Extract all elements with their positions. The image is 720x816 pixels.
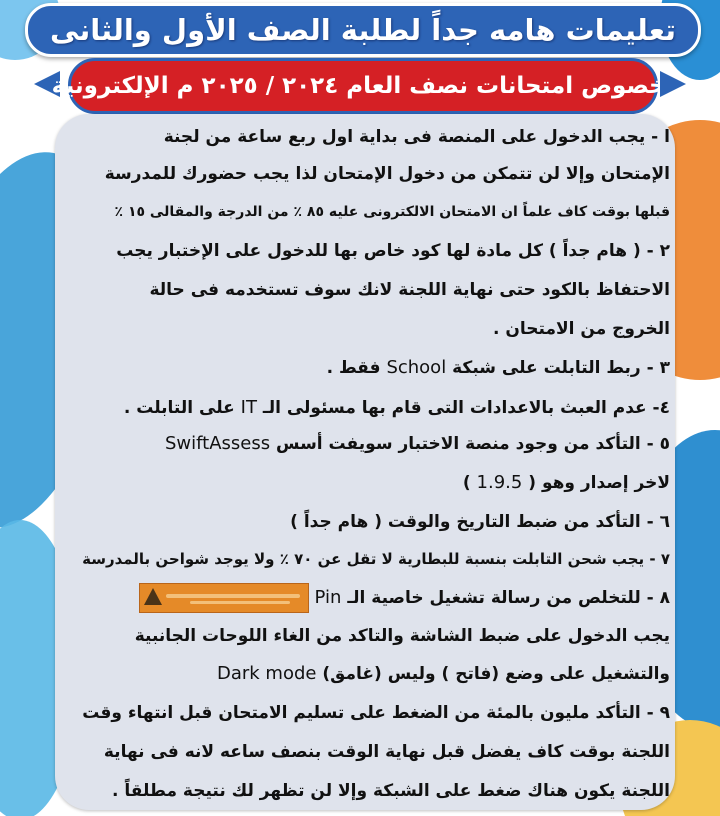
line-text: على التابلت . — [123, 398, 241, 418]
line-text: ٤- عدم العبث بالاعدادات التى قام بها مسئولى الـ — [256, 398, 670, 418]
instruction-line — [105, 164, 670, 184]
pin-warning-dialog-image — [139, 583, 309, 613]
instruction-line — [493, 319, 670, 339]
instruction-line — [135, 626, 670, 646]
latin-term: IT — [240, 397, 257, 418]
instruction-line — [133, 583, 670, 613]
instruction-line — [124, 397, 670, 418]
instruction-line — [104, 742, 670, 762]
subtitle-banner — [51, 58, 675, 114]
line-text: ٣ - ربط التابلت على شبكة — [446, 358, 670, 378]
line-text: ٧ - يجب شحن التابلت بنسبة للبطارية لا تقل عن ٧٠ ٪ ولا يوجد شواحن بالمدرسة — [82, 550, 670, 568]
instruction-line — [217, 663, 670, 684]
line-text: اللجنة يكون هناك ضغط على الشبكة وإلا لن تظهر لك نتيجة مطلقاً . — [111, 781, 670, 801]
line-text: ٥ - التأكد من وجود منصة الاختبار سويفت أسس — [270, 434, 670, 454]
line-text: ) — [462, 473, 477, 493]
line-text: ٩ - التأكد مليون بالمئة من الضغط على تسليم الامتحان قبل انتهاء وقت — [82, 703, 670, 723]
latin-term: SwiftAssess — [165, 433, 271, 454]
instruction-line — [165, 433, 670, 454]
latin-term: Pin — [314, 587, 342, 608]
instruction-line — [116, 241, 670, 261]
instruction-line — [112, 781, 670, 801]
instruction-line — [290, 512, 670, 532]
line-text: لاخر إصدار وهو ( — [522, 473, 670, 493]
line-text: اللجنة بوقت كاف يفضل قبل نهاية الوقت بنصف ساعه لانه فى نهاية — [103, 742, 670, 762]
latin-term: Dark mode — [217, 663, 317, 684]
instruction-line — [463, 472, 670, 493]
line-text: يجب الدخول على ضبط الشاشة والتاكد من الغاء اللوحات الجانبية — [134, 626, 670, 646]
line-text: الخروج من الامتحان . — [493, 319, 670, 339]
line-text: ٢ - ( هام جداً ) كل مادة لها كود خاص بها للدخول على الإختبار يجب — [116, 241, 670, 261]
line-text: قبلها بوقت كاف علماً ان الامتحان الالكترونى عليه ٨٥ ٪ من الدرجة والمقالى ١٥ ٪ — [114, 204, 670, 220]
latin-term: School — [386, 357, 447, 378]
line-text: الاحتفاظ بالكود حتى نهاية اللجنة لانك سوف تستخدمه فى حالة — [149, 280, 670, 300]
latin-term: 1.9.5 — [476, 472, 523, 493]
line-text: ٦ - التأكد من ضبط التاريخ والوقت ( هام جداً ) — [290, 512, 670, 532]
warning-icon — [144, 588, 162, 605]
line-text: ٨ - للتخلص من رسالة تشغيل خاصية الـ — [341, 588, 670, 608]
line-text: والتشغيل على وضع (فاتح ) وليس (غامق) — [316, 664, 670, 684]
subtitle-row — [0, 58, 720, 110]
page-title: تعليمات هامه جداً لطلبة الصف الأول والثانى — [50, 13, 676, 47]
arrow-right-icon — [660, 71, 686, 97]
instruction-line — [115, 204, 670, 220]
instruction-line — [82, 703, 670, 723]
line-text: ا - يجب الدخول على المنصة فى بداية اول ربع ساعة من لجنة — [163, 127, 670, 147]
page-subtitle: بخصوص امتحانات نصف العام ٢٠٢٤ / ٢٠٢٥ م الإلكترونية — [51, 73, 675, 99]
instruction-line — [164, 127, 670, 147]
instruction-line — [327, 357, 670, 378]
line-text: فقط . — [326, 358, 387, 378]
title-banner — [25, 3, 701, 57]
line-text: الإمتحان وإلا لن تتمكن من دخول الإمتحان لذا يجب حضورك للمدرسة — [104, 164, 670, 184]
instruction-line — [82, 550, 670, 568]
instruction-line — [149, 280, 670, 300]
